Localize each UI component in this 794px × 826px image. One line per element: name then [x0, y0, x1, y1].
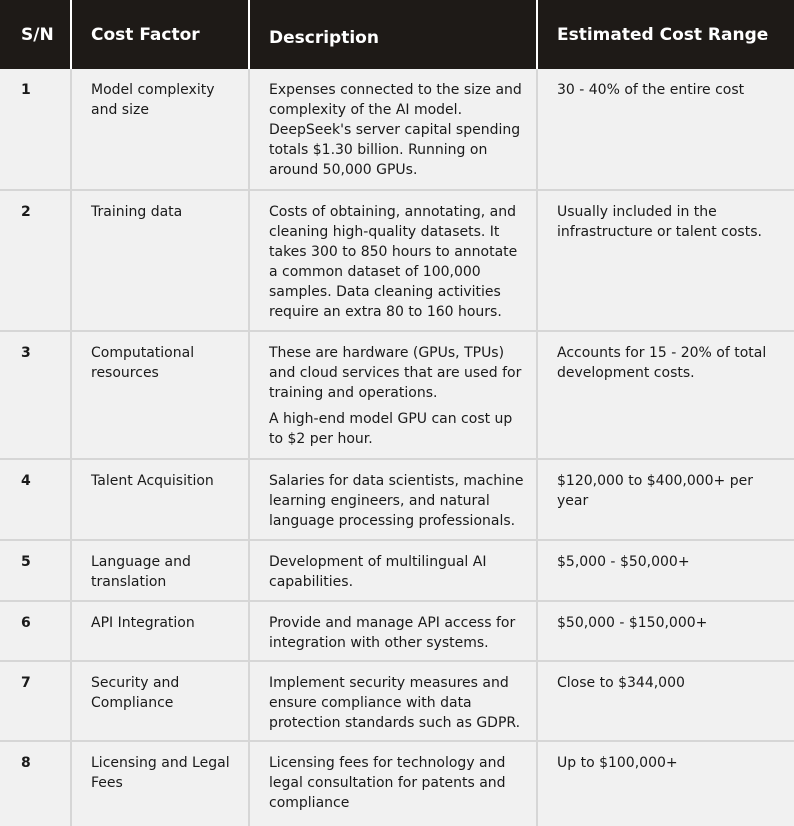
row-cost-factor: Model complexity and size — [71, 69, 249, 190]
row-cost-range: Close to $344,000 — [537, 661, 794, 741]
header-description: Description — [249, 0, 537, 69]
row-description — [249, 741, 537, 826]
row-sn: 8 — [0, 741, 71, 826]
row-sn: 4 — [0, 459, 71, 540]
row-cost-factor: Training data — [71, 190, 249, 331]
table-row — [0, 69, 794, 190]
row-cost-range: 30 - 40% of the entire cost — [537, 69, 794, 190]
header-row — [0, 0, 794, 69]
row-cost-factor: Computational resources — [71, 331, 249, 459]
header-estimated-cost-range: Estimated Cost Range — [537, 0, 794, 69]
row-cost-range: Usually included in the infrastructure or talent costs. — [537, 190, 794, 331]
table-row — [0, 661, 794, 741]
description-paragraph: These are hardware (GPUs, TPUs) and cloud services that are used for training and operations. — [269, 345, 522, 401]
row-description — [249, 331, 537, 459]
row-cost-factor: Licensing and Legal Fees — [71, 741, 249, 826]
table-row — [0, 190, 794, 331]
row-sn: 3 — [0, 331, 71, 459]
row-cost-range: Up to $100,000+ — [557, 755, 678, 771]
table-row — [0, 741, 794, 826]
row-cost-range: $5,000 - $50,000+ — [537, 540, 794, 601]
description-paragraph: Expenses connected to the size and complexity of the AI model. DeepSeek's server capital spending totals $1.30 billion. Running on around 50,000 GPUs. — [269, 82, 522, 178]
row-cost-factor: Talent Acquisition — [71, 459, 249, 540]
row-cost-factor: Security and Compliance — [71, 661, 249, 741]
row-description — [249, 601, 537, 661]
row-sn: 1 — [0, 69, 71, 190]
row-cost-factor: Language and translation — [71, 540, 249, 601]
table-row — [0, 540, 794, 601]
row-sn: 5 — [0, 540, 71, 601]
row-cost-range: Accounts for 15 - 20% of total development costs. — [537, 331, 794, 459]
row-sn: 2 — [0, 190, 71, 331]
table-row — [0, 459, 794, 540]
row-cost-range: $120,000 to $400,000+ per year — [537, 459, 794, 540]
table-row — [0, 601, 794, 661]
table-body — [0, 69, 794, 826]
row-description — [249, 459, 537, 540]
description-paragraph: Implement security measures and ensure compliance with data protection standards such as GDPR. — [269, 675, 521, 731]
table-row — [0, 331, 794, 459]
header-sn: S/N — [0, 0, 71, 69]
row-sn: 6 — [0, 601, 71, 661]
description-paragraph: Development of multilingual AI capabilities. — [269, 554, 487, 590]
description-paragraph: Licensing fees for technology and legal consultation for patents and compliance — [269, 755, 506, 811]
row-cost-range: $50,000 - $150,000+ — [537, 601, 794, 661]
table-header — [0, 0, 794, 69]
header-cost-factor: Cost Factor — [71, 0, 249, 69]
description-paragraph: Provide and manage API access for integration with other systems. — [269, 615, 516, 651]
row-description — [249, 69, 537, 190]
row-description — [249, 661, 537, 741]
row-description — [249, 190, 537, 331]
row-sn: 7 — [0, 661, 71, 741]
description-paragraph: Salaries for data scientists, machine learning engineers, and natural language processing professionals. — [269, 473, 524, 529]
description-paragraph: A high-end model GPU can cost up to $2 per hour. — [269, 411, 513, 447]
row-cost-factor: API Integration — [71, 601, 249, 661]
row-description — [249, 540, 537, 601]
description-paragraph: Costs of obtaining, annotating, and cleaning high-quality datasets. It takes 300 to 850 hours to annotate a common dataset of 100,000 samples. Data cleaning activities require an extra 80 to 160 hours. — [269, 204, 518, 320]
